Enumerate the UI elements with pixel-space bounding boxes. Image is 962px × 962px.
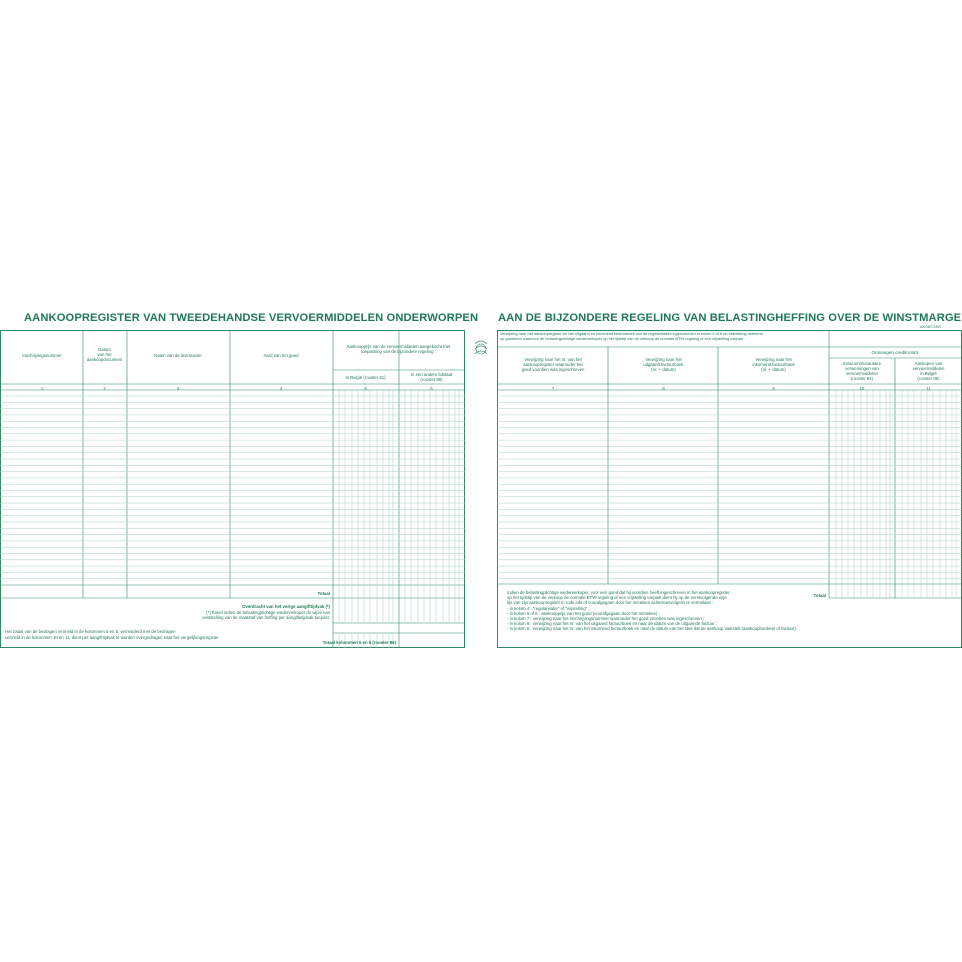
header-verwijzing-inkomend: Verwijzing naar het inkomend factuurboek (nr. + datum) <box>752 357 795 373</box>
right-code: 620/2B/T/1/B/1 <box>920 325 942 329</box>
column-number-7: 7 <box>551 386 555 391</box>
instruction-line: - in kolom 9 : verwijzing naar het nr. van het inkomend factuurboek en naar de datum van het stuk dat de aankoop vaststelt (aankoopborderel of factuur). <box>507 626 797 632</box>
column-number-4: 4 <box>279 386 283 391</box>
column-number-8: 8 <box>662 386 665 391</box>
instruction-line: - in kolom 7 : verwijzing naar het inschrijvingsnummer waaronder het goed voordien was ingeschreven ; <box>507 616 705 622</box>
header-aankoopprijs-group: Aankoopprijs van de vervoermiddelen aangekocht met toepassing van de bijzondere regeling : <box>346 344 451 355</box>
instruction-line: - in kolom 4 : "regularisatie" of "vrijstelling" ; <box>507 605 590 611</box>
right-page-title: AAN DE BIJZONDERE REGELING VAN BELASTINGHEFFING OVER DE WINSTMARGE <box>498 312 962 324</box>
column-number-3: 3 <box>176 386 180 391</box>
header-datum-aankoopdocument: Datum van het aankoopdocument <box>86 347 123 363</box>
column-number-9: 9 <box>772 386 775 391</box>
left-totaal-label: Totaal <box>317 591 330 596</box>
header-verwijzing-aankoopregister: Verwijzing naar het nr. van het aankoopregister waaronder het goed voordien was ingeschreven <box>521 357 585 373</box>
column-number-6: 6 <box>430 386 433 391</box>
instruction-line: - in kolom 5 of 6 : aankoopprijs van het goed (voorafgegaan door het minteken) ; <box>507 610 660 616</box>
totaal-kolommen-label: Totaal kolommen 5 en 6 (rooster 86) <box>322 640 396 645</box>
column-number-10: 10 <box>859 386 865 391</box>
right-instructions <box>507 590 827 632</box>
header-andere-lidstaat: In een andere lidstaat (rooster 86) <box>410 372 453 383</box>
header-aard-goed: Aard van het goed <box>263 353 299 358</box>
header-ontvangen-creditnotas: Ontvangen creditnota's <box>871 350 919 355</box>
left-note-line-1: Het totaal van de bedragen vermeld in de kolommen 5 en 6, verminderd met de bedragen <box>5 629 176 634</box>
header-naam-leverancier: Naam van de leverancier <box>154 353 202 358</box>
right-top-note: Verwijzing naar het aankoopregister en het uitgaand en inkomend factuurboek van de regularisaties ingeschreven in kolom 5 of 6 en betrekking hebbend op goederen waarvoor de belastingplichtige wederverkoper op het tijdstip van de verkoop de normale BTW-regeling of een vrijstelling toepast <box>500 331 763 341</box>
left-note-line-2: vermeld in de kolommen 10 en 11, dient per aangifttijdvak te worden overgedragen naar het vergelijkingsregister. <box>5 635 220 640</box>
overdracht-label: Overdracht van het vorige aangifttijdvak (*) <box>242 604 330 609</box>
left-page-title: AANKOOPREGISTER VAN TWEEDEHANDSE VERVOERMIDDELEN ONDERWORPEN <box>24 312 479 324</box>
column-number-11: 11 <box>926 386 931 391</box>
column-number-5: 5 <box>364 386 367 391</box>
right-totaal-label: Totaal <box>813 593 826 598</box>
instruction-line: lijn van zijn aankoopregister in rode inkt of voorafgegaan door het minteken achtereenvolgens te vermelden : <box>507 600 714 606</box>
column-number-1: 1 <box>40 386 44 391</box>
header-inschrijvingsnummer: Inschrijvingsnummer <box>22 353 62 358</box>
header-intracommunautaire: Intracommunautaire verwervingen van vervoermiddelen (rooster 84) <box>842 361 882 382</box>
instruction-line: Indien de belastingplichtige wederverkoper, voor een goed dat hij voordien heeft ingeschreven in het aankoopregister, <box>507 590 731 595</box>
header-in-belgie: In België (rooster 81) <box>345 375 386 380</box>
instruction-line: op het tijdstip van de verkoop de normale BTW-regeling of een vrijstelling toepast dient hij op de eerstvolgende vrije <box>507 595 727 601</box>
header-aankopen-belgie: Aankopen van vervoermiddelen in België (rooster 85) <box>912 361 945 382</box>
overdracht-footnote: (*) Enkel indien de belastingplichtige wederverkoper de wijze van vaststelling van de maatstaf van heffing per aangiftetijdvak toepast. <box>202 610 330 621</box>
column-number-2: 2 <box>103 386 106 391</box>
instruction-line: - in kolom 8 : verwijzing naar het nr. van het uitgaand factuurboek en naar de datum van de uitgaande factuur ; <box>507 621 717 627</box>
header-verwijzing-uitgaand: Verwijzing naar het uitgaand factuurboek (nr. + datum) <box>643 357 684 373</box>
